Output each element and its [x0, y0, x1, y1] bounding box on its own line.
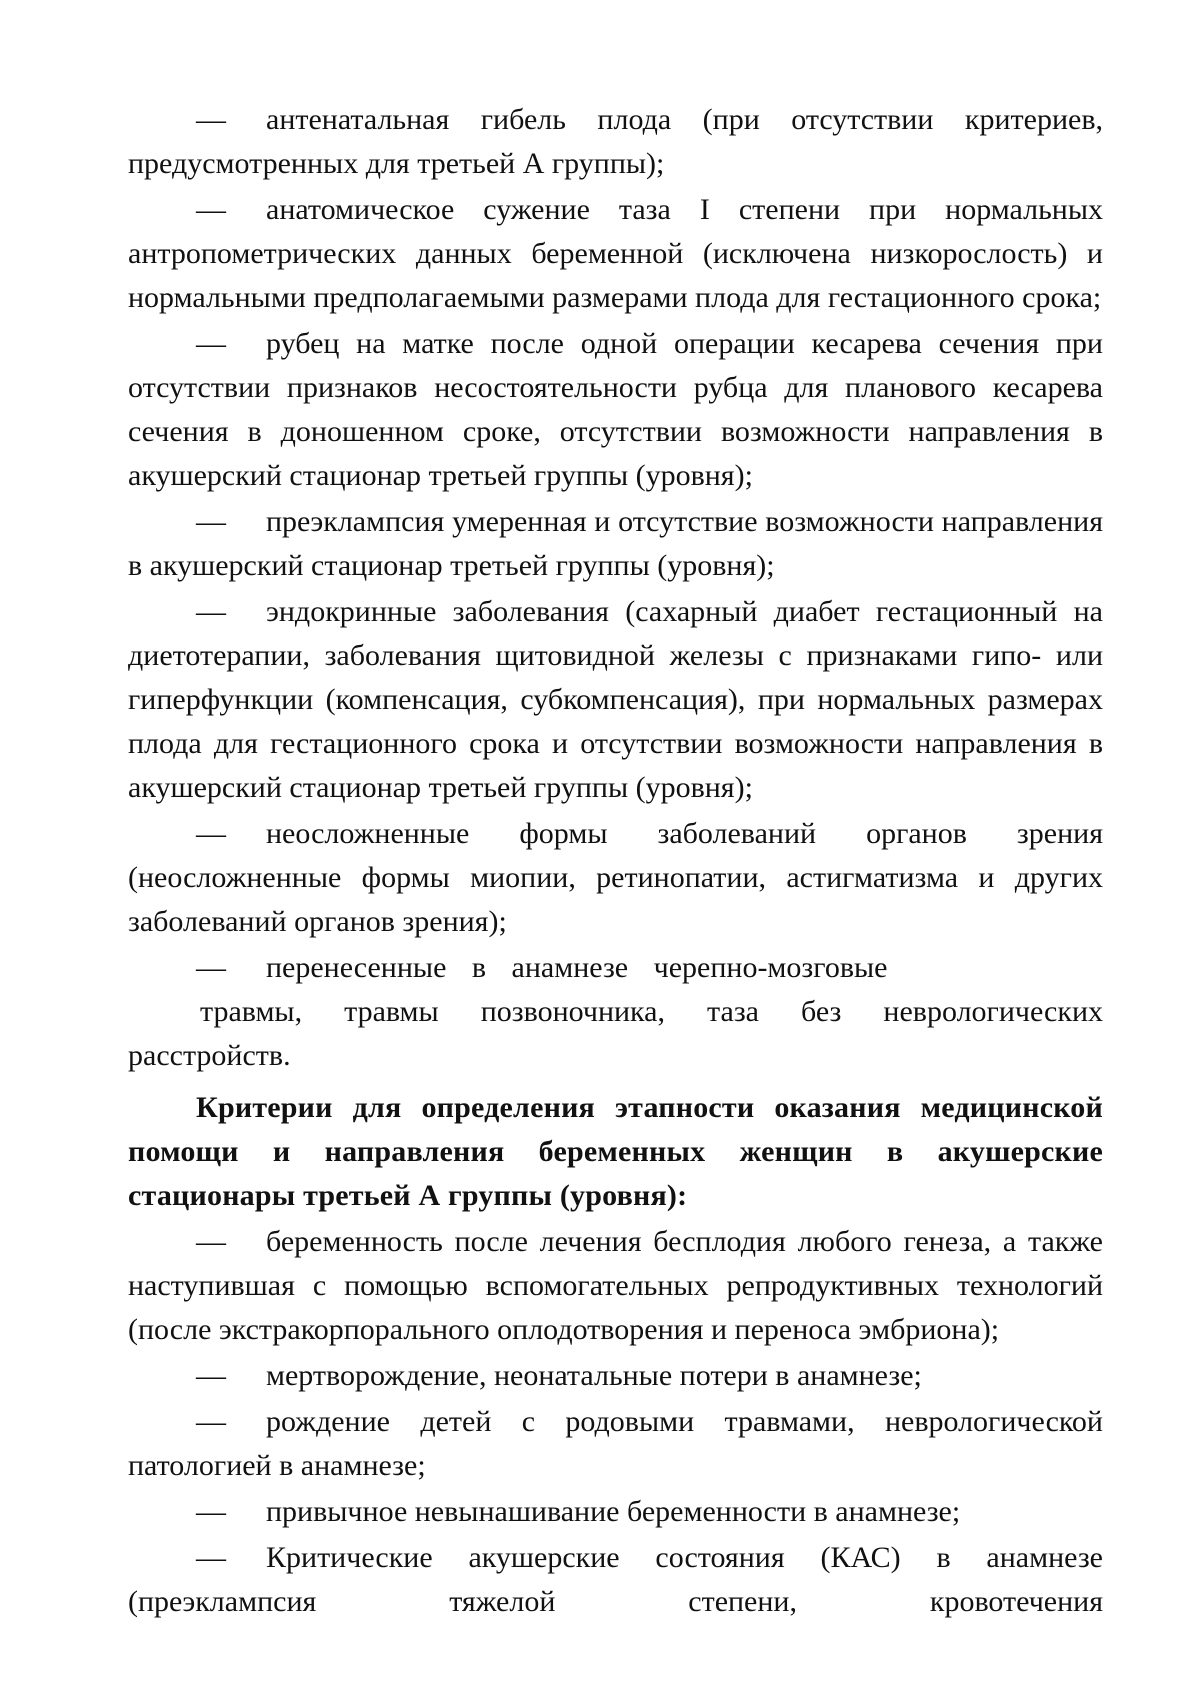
dash-marker: — — [196, 1405, 226, 1438]
list-item-text: анатомическое сужение таза I степени при нормальных антропометрических данных беременной (исключена низкорослость) и нормальными предполагаемыми размерами плода для гестационного срока; — [128, 193, 1103, 314]
list-item — [128, 188, 1103, 320]
list-item-text: мертворождение, неонатальные потери в анамнезе; — [266, 1359, 922, 1392]
list-item-text: преэклампсия умеренная и отсутствие возможности направления в акушерский стационар третьей группы (уровня); — [128, 505, 1103, 582]
dash-marker: — — [196, 951, 226, 984]
list-item-text: эндокринные заболевания (сахарный диабет гестационный на диетотерапии, заболевания щитовидной железы с признаками гипо- или гиперфункции (компенсация, субкомпенсация), при нормальных размерах плода для гестационного срока и отсутствии возможности направления в акушерский стационар третьей группы (уровня); — [128, 595, 1103, 804]
trauma-line-3: расстройств. — [128, 1039, 291, 1072]
dash-marker: — — [196, 1541, 226, 1574]
list-item — [128, 812, 1103, 944]
dash-marker: — — [196, 1495, 226, 1528]
list-item — [128, 322, 1103, 498]
list-item — [128, 590, 1103, 810]
dash-marker: — — [196, 505, 226, 538]
list-item-text: привычное невынашивание беременности в анамнезе; — [266, 1495, 961, 1528]
trauma-line-2: травмы, травмы позвоночника, таза без неврологических — [200, 995, 1103, 1028]
list-item-text: рубец на матке после одной операции кесарева сечения при отсутствии признаков несостоятельности рубца для планового кесарева сечения в доношенном сроке, отсутствии возможности направления в акушерский стационар третьей группы (уровня); — [128, 327, 1103, 492]
dash-marker: — — [196, 817, 226, 850]
list-item — [128, 1490, 1103, 1534]
list-item-trauma — [128, 946, 1103, 1078]
list-item-text: рождение детей с родовыми травмами, неврологической патологией в анамнезе; — [128, 1405, 1103, 1482]
list-item — [128, 1536, 1103, 1624]
list-item — [128, 1400, 1103, 1488]
dash-marker: — — [196, 1359, 226, 1392]
list-item-text: антенатальная гибель плода (при отсутствии критериев, предусмотренных для третьей А группы); — [128, 103, 1103, 180]
list-item — [128, 1220, 1103, 1352]
list-item — [128, 500, 1103, 588]
dash-marker: — — [196, 103, 226, 136]
list-item-text: беременность после лечения бесплодия любого генеза, а также наступившая с помощью вспомогательных репродуктивных технологий (после экстракорпорального оплодотворения и переноса эмбриона); — [128, 1225, 1103, 1346]
dash-marker: — — [196, 595, 226, 628]
trauma-line-1: перенесенные в анамнезе черепно-мозговые — [266, 951, 888, 984]
dash-marker: — — [196, 193, 226, 226]
section-heading: Критерии для определения этапности оказания медицинской помощи и направления беременных женщин в акушерские стационары третьей А группы (уровня): — [128, 1091, 1103, 1212]
list-item-text: Критические акушерские состояния (КАС) в анамнезе (преэклампсия тяжелой степени, кровотечения — [128, 1541, 1103, 1618]
list-item-text: неосложненные формы заболеваний органов зрения (неосложненные формы миопии, ретинопатии, астигматизма и других заболеваний органов зрения); — [128, 817, 1103, 938]
list-item — [128, 98, 1103, 186]
dash-marker: — — [196, 1225, 226, 1258]
dash-marker: — — [196, 327, 226, 360]
document-body — [128, 98, 1103, 1626]
list-item — [128, 1354, 1103, 1398]
